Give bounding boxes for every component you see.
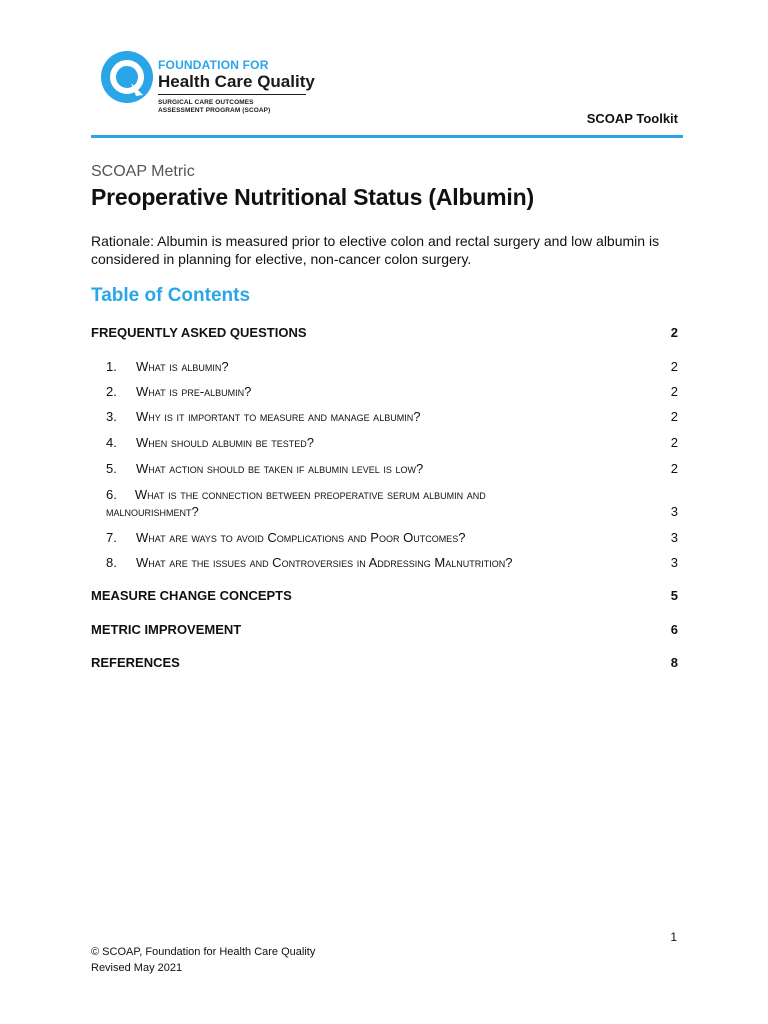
toc-item-number: 1. [106,359,117,374]
toc-entry-page: 2 [670,325,678,340]
toc-entry-label: FREQUENTLY ASKED QUESTIONS [91,325,307,340]
toc-item-page: 2 [670,384,678,399]
toc-entry-page: 5 [670,588,678,603]
logo-subtitle-1: SURGICAL CARE OUTCOMES [158,99,254,106]
toc-item-number: 8. [106,555,117,570]
toc-entry-label: METRIC IMPROVEMENT [91,622,242,637]
toc-item-page: 2 [670,435,678,450]
toc-entry-metric-improvement[interactable] [91,622,678,637]
header-divider [91,135,683,138]
logo-divider [158,94,306,95]
toc-item-text: When should albumin be tested? [136,435,314,450]
toc-item-6[interactable] [91,487,678,523]
toolkit-label: SCOAP Toolkit [586,111,678,126]
toc-item-page: 3 [670,530,678,545]
footer-revised: Revised May 2021 [91,962,183,974]
toc-item-text: What are the issues and Controversies in Addressing Malnutrition? [136,555,513,570]
q-circle-arrow-icon [100,50,154,104]
toc-item-text: What are ways to avoid Complications and Poor Outcomes? [136,530,466,545]
toc-entry-label: MEASURE CHANGE CONCEPTS [91,588,292,603]
rationale-text: Rationale: Albumin is measured prior to elective colon and rectal surgery and low albumin is considered in planning for elective, non-cancer colon surgery. [91,233,660,267]
toc-heading: Table of Contents [91,285,251,306]
logo-line2: Health Care Quality [158,72,315,91]
toc-item-text: What is albumin? [136,359,229,374]
logo-line1: FOUNDATION FOR [158,58,269,72]
toc-item-page: 2 [670,409,678,424]
logo-subtitle-2: ASSESSMENT PROGRAM (SCOAP) [158,107,271,114]
toc-item-page: 2 [670,461,678,476]
toc-entry-page: 8 [670,655,678,670]
toc-item-text: What action should be taken if albumin level is low? [136,461,424,476]
page-title: Preoperative Nutritional Status (Albumin) [91,184,534,210]
toc-item-number: 3. [106,409,117,424]
page-number: 1 [670,930,677,944]
toc-item-text-line1: 6. What is the connection between preoperative serum albumin and [106,487,486,502]
toc-item-number: 7. [106,530,117,545]
toc-item-text: What is pre-albumin? [136,384,252,399]
toc-item-number: 4. [106,435,117,450]
metric-label: SCOAP Metric [91,163,195,180]
toc-entry-faq[interactable] [91,325,678,340]
toc-entry-label: REFERENCES [91,655,180,670]
toc-item-page: 3 [670,504,678,519]
logo [100,50,340,120]
footer-copyright: © SCOAP, Foundation for Health Care Quality [91,946,316,958]
toc-item-text: Why is it important to measure and manage albumin? [136,409,421,424]
toc-item-number: 2. [106,384,117,399]
toc-item-text-line2: malnourishment? [106,504,199,519]
toc-item-page: 2 [670,359,678,374]
toc-entry-references[interactable] [91,655,678,670]
toc-item-number: 5. [106,461,117,476]
toc-entry-page: 6 [670,622,678,637]
toc-item-page: 3 [670,555,678,570]
toc-entry-measure-change-concepts[interactable] [91,588,678,603]
